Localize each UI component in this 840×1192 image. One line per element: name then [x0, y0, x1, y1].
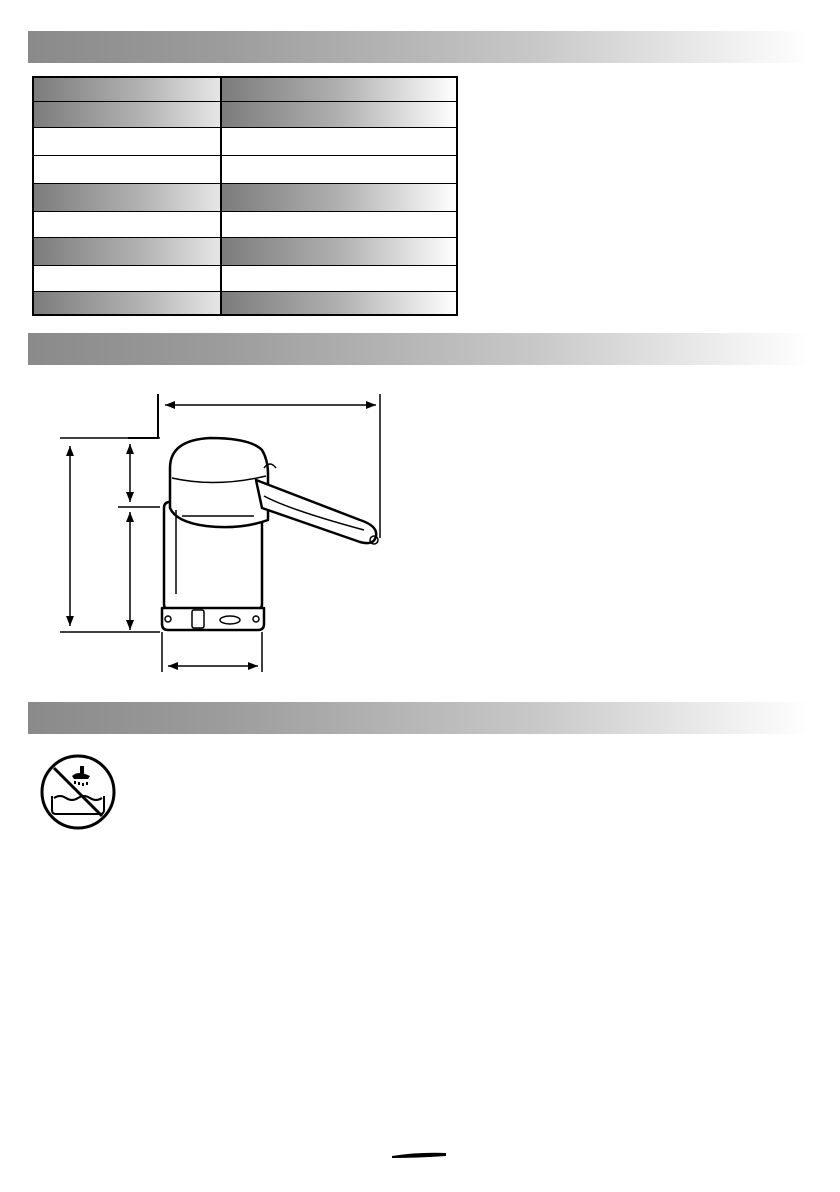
spec-label-cell	[34, 156, 222, 183]
spec-row	[34, 184, 456, 212]
section-header-warnings	[28, 702, 810, 734]
no-water-near-bath-icon	[38, 752, 118, 832]
dryer-handle	[256, 480, 376, 543]
spec-row	[34, 156, 456, 184]
spec-value-cell	[222, 78, 456, 101]
spec-value-cell	[222, 292, 456, 314]
spec-value-cell	[222, 156, 456, 183]
spec-value-cell	[222, 212, 456, 237]
spec-row	[34, 128, 456, 156]
spec-value-cell	[222, 102, 456, 127]
spec-label-cell	[34, 212, 222, 237]
spec-label-cell	[34, 78, 222, 101]
spec-row	[34, 238, 456, 266]
spec-value-cell	[222, 128, 456, 155]
spec-label-cell	[34, 266, 222, 291]
spec-value-cell	[222, 266, 456, 291]
spec-label-cell	[34, 292, 222, 314]
spec-label-cell	[34, 238, 222, 265]
section-header-specifications	[28, 31, 810, 63]
spec-row	[34, 292, 456, 314]
spec-row	[34, 266, 456, 292]
page-number-mark	[390, 1150, 448, 1160]
spec-label-cell	[34, 102, 222, 127]
spec-label-cell	[34, 184, 222, 211]
spec-label-cell	[34, 128, 222, 155]
hair-dryer-dimension-drawing	[30, 380, 410, 680]
spec-row	[34, 78, 456, 102]
spec-row	[34, 102, 456, 128]
spec-table	[32, 76, 458, 316]
section-header-dimensions	[28, 333, 810, 365]
dryer-base-plate	[162, 608, 264, 630]
spec-value-cell	[222, 184, 456, 211]
spec-row	[34, 212, 456, 238]
spec-value-cell	[222, 238, 456, 265]
